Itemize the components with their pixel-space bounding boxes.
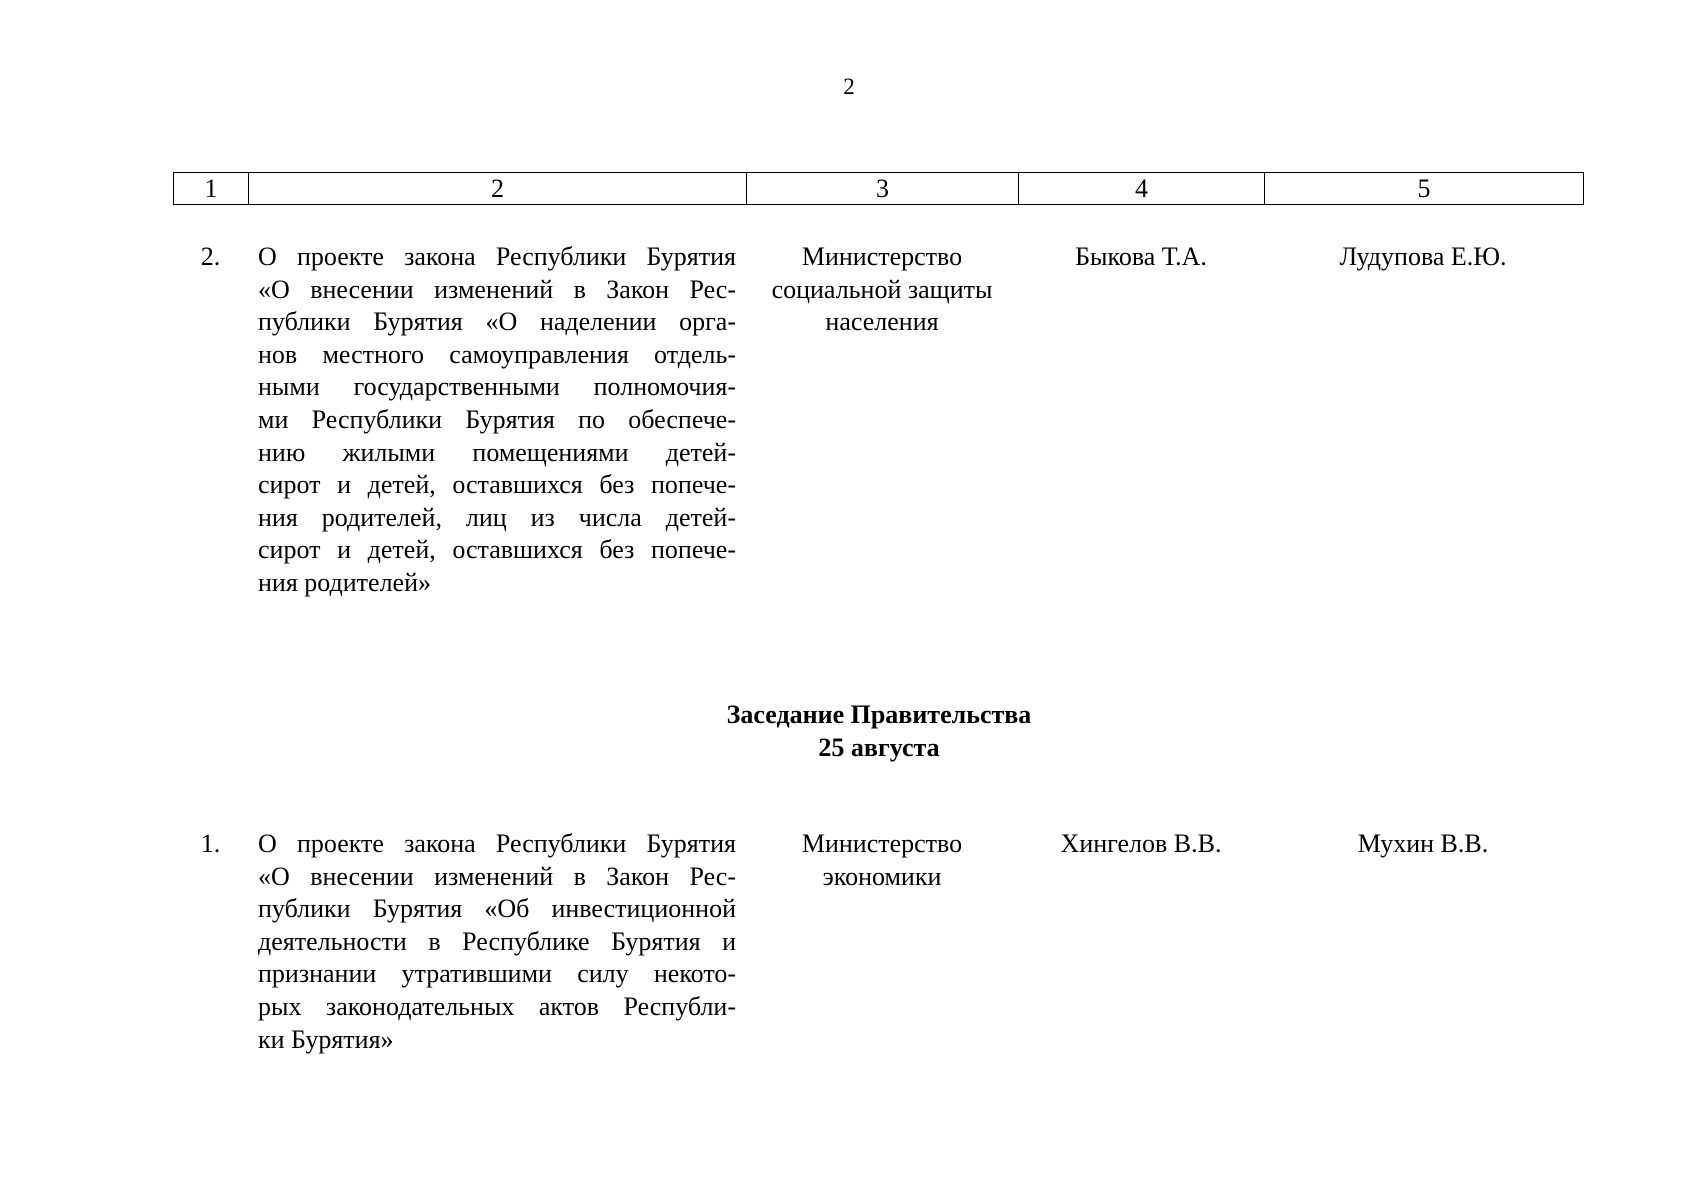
item-title bbox=[258, 241, 736, 600]
item-title-line: ными государственными полномочия- bbox=[258, 372, 736, 402]
item-number: 1. bbox=[200, 829, 221, 858]
item-title-line: сирот и детей, оставшихся без попече- bbox=[258, 535, 736, 565]
item-title-line: ния родителей, лиц из числа детей- bbox=[258, 502, 736, 532]
organization-line: экономики bbox=[822, 861, 942, 891]
section-title: Заседание Правительства bbox=[726, 700, 1032, 729]
item-title-line: нию жилыми помещениями детей- bbox=[258, 437, 736, 467]
header-cell-1: 1 bbox=[174, 173, 249, 205]
item-title-line: публики Бурятия «О наделении орга- bbox=[258, 307, 736, 337]
item-title-line: сирот и детей, оставшихся без попече- bbox=[258, 470, 736, 500]
item-title-line: «О внесении изменений в Закон Рес- bbox=[258, 861, 736, 891]
organization-line: социальной защиты bbox=[771, 274, 993, 304]
organization-line: Министерство bbox=[801, 242, 963, 271]
curator-person: Мухин В.В. bbox=[1357, 829, 1489, 858]
responsible-organization bbox=[746, 828, 1018, 893]
page-number: 2 bbox=[843, 74, 855, 99]
header-cell-3: 3 bbox=[747, 173, 1019, 205]
item-title-line: ния родителей» bbox=[258, 567, 432, 597]
header-cell-2: 2 bbox=[249, 173, 747, 205]
item-title-line: публики Бурятия «Об инвестиционной bbox=[258, 894, 736, 924]
item-title-line: признании утратившими силу некото- bbox=[258, 959, 736, 989]
item-title-line: нов местного самоуправления отдель- bbox=[258, 339, 736, 369]
curator-person: Лудупова Е.Ю. bbox=[1339, 242, 1507, 271]
item-title-line: деятельности в Республике Бурятия и bbox=[258, 926, 736, 956]
item-title-line: ки Бурятия» bbox=[258, 1024, 394, 1054]
column-numbers-header bbox=[173, 172, 1584, 205]
section-heading bbox=[0, 698, 1698, 764]
organization-line: населения bbox=[825, 307, 939, 337]
item-title-line: рых законодательных актов Республи- bbox=[258, 991, 736, 1021]
item-title-line: О проекте закона Республики Бурятия bbox=[258, 242, 736, 271]
item-number: 2. bbox=[200, 242, 221, 271]
responsible-person: Быкова Т.А. bbox=[1075, 242, 1207, 271]
responsible-person: Хингелов В.В. bbox=[1060, 829, 1222, 858]
header-cell-5: 5 bbox=[1265, 173, 1584, 205]
header-row bbox=[174, 173, 1584, 205]
item-title-line: «О внесении изменений в Закон Рес- bbox=[258, 274, 736, 304]
organization-line: Министерство bbox=[801, 829, 963, 858]
header-cell-4: 4 bbox=[1019, 173, 1265, 205]
item-title bbox=[258, 828, 736, 1056]
responsible-organization bbox=[746, 241, 1018, 339]
section-date: 25 августа bbox=[818, 733, 940, 762]
item-title-line: ми Республики Бурятия по обеспече- bbox=[258, 404, 736, 434]
item-title-line: О проекте закона Республики Бурятия bbox=[258, 829, 736, 858]
